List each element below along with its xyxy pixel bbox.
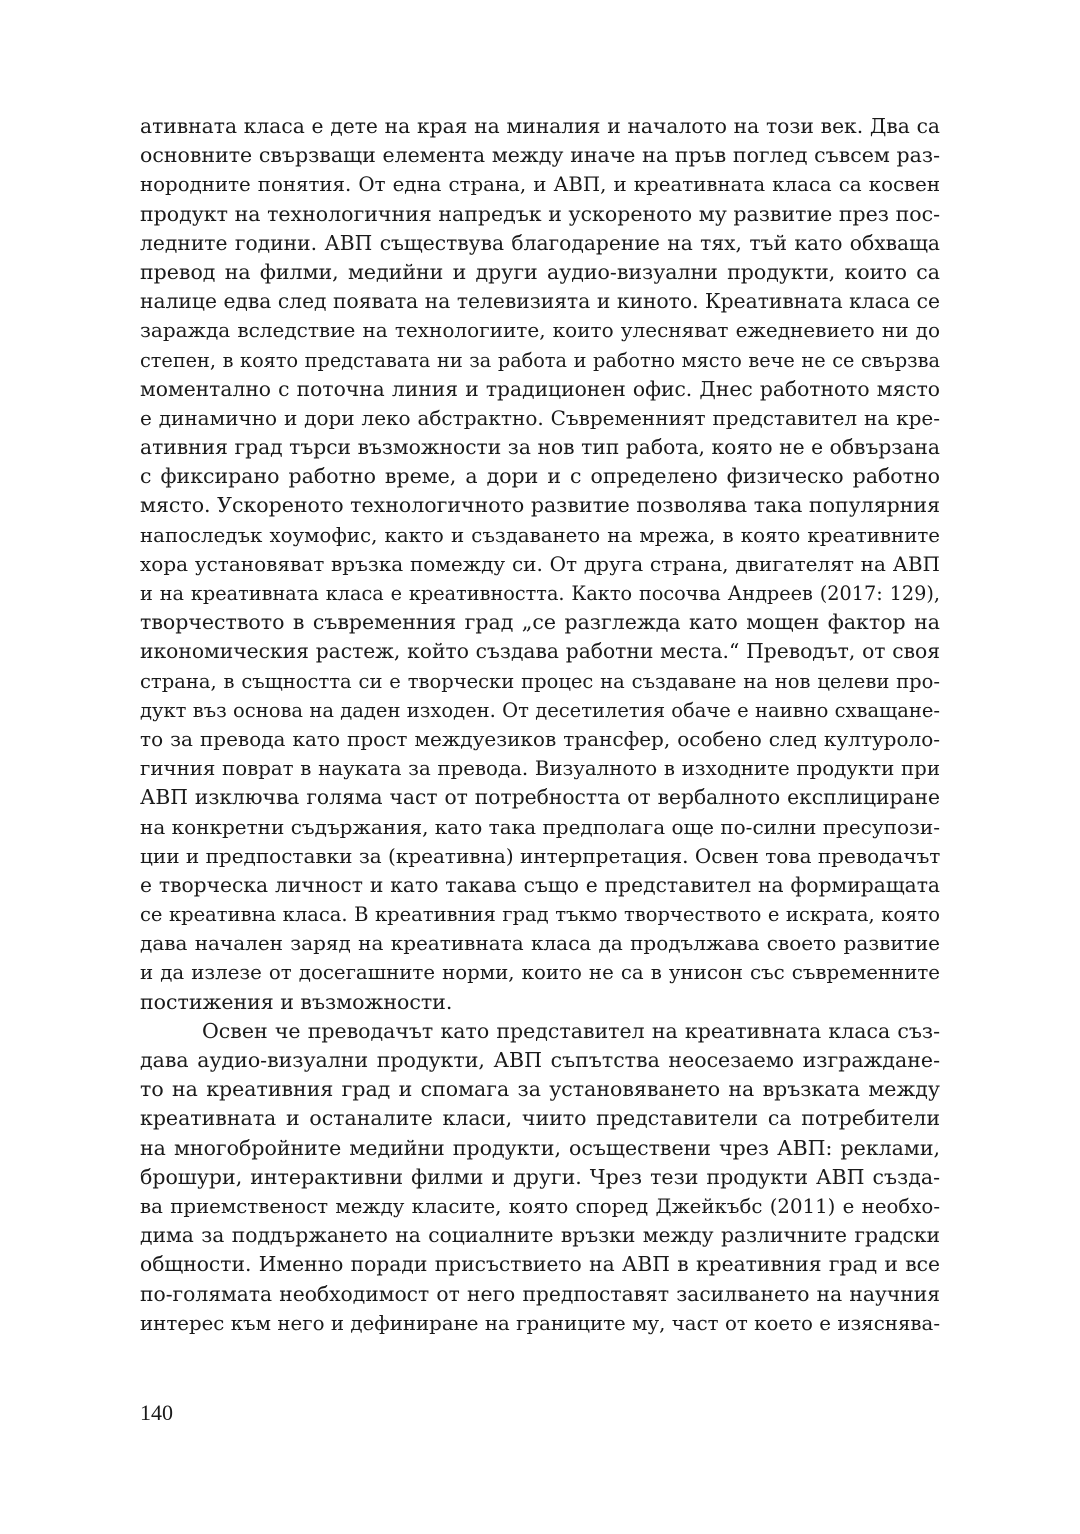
text-line: и на креативната класа е креативността. Както посочва Андреев (2017: 129), bbox=[140, 582, 940, 605]
text-line: нородните понятия. От една страна, и АВП, и креативната класа са косвен bbox=[140, 173, 940, 197]
text-line: то за превода като прост междуезиков трансфер, особено след културоло- bbox=[140, 726, 940, 751]
paragraph bbox=[140, 1017, 940, 1338]
text-line: гичния поврат в науката за превода. Визуалното в изходните продукти при bbox=[140, 757, 940, 781]
text-line: интерес към него и дефиниране на границите му, част от което е изяснява- bbox=[140, 1311, 940, 1335]
text-line: дукт въз основа на даден изходен. От десетилетия обаче е наивно схващане- bbox=[140, 698, 940, 722]
text-line: ативния град търси възможности за нов тип работа, която не е обвързана bbox=[140, 435, 940, 460]
text-line: налице едва след появата на телевизията и киното. Креативната класа се bbox=[140, 289, 940, 314]
text-line: продукт на технологичния напредък и ускореното му развитие през пос- bbox=[140, 201, 940, 226]
text-line: Освен че преводачът като представител на креативната класа съз- bbox=[202, 1018, 940, 1043]
text-line: ции и предпоставки за (креативна) интерпретация. Освен това преводачът bbox=[140, 843, 940, 868]
text-line: общности. Именно поради присъствието на АВП в креативния град и все bbox=[140, 1252, 940, 1277]
text-line: АВП изключва голяма част от потребността от вербалното експлициране bbox=[140, 785, 940, 810]
text-line: по-голямата необходимост от него предпоставят засилването на научния bbox=[140, 1281, 940, 1306]
text-line: ледните години. АВП съществува благодарение на тях, тъй като обхваща bbox=[140, 230, 940, 255]
text-line: с фиксирано работно време, а дори и с определено физическо работно bbox=[140, 464, 940, 489]
text-line: е творческа личност и като такава също е представител на формиращата bbox=[140, 872, 940, 897]
text-line: напоследък хоумофис, както и създаването на мрежа, в която креативните bbox=[140, 523, 940, 547]
text-line: на конкретни съдържания, като така предполага още по-силни пресупози- bbox=[140, 814, 940, 839]
text-line: страна, в същността си е творчески процес на създаване на нов целеви про- bbox=[140, 669, 940, 693]
text-line: ва приемственост между класите, която според Джейкъбс (2011) е необхо- bbox=[140, 1194, 940, 1218]
text-line: и да излезе от досегашните норми, които не са в унисон със съвременните bbox=[140, 961, 940, 985]
page-number: 140 bbox=[140, 1400, 173, 1425]
text-line: ативната класа е дете на края на миналия и началото на този век. Два са bbox=[140, 114, 940, 138]
text-line: превод на филми, медийни и други аудио-визуални продукти, които са bbox=[140, 259, 940, 284]
text-line: креативната и останалите класи, чиито представители са потребители bbox=[140, 1106, 940, 1131]
text-line: то на креативния град и спомага за установяването на връзката между bbox=[140, 1077, 940, 1102]
text-line: моментално с поточна линия и традиционен офис. Днес работното място bbox=[140, 376, 940, 401]
text-line: основните свързващи елемента между иначе на пръв поглед съвсем раз- bbox=[140, 143, 940, 168]
text-line: постижения и възможности. bbox=[140, 989, 453, 1014]
body-text bbox=[140, 112, 940, 1338]
text-line: степен, в която представата ни за работа и работно място вече не се свързва bbox=[140, 348, 940, 372]
text-line: дима за поддържането на социалните връзки между различните градски bbox=[140, 1223, 940, 1248]
text-line: е динамично и дори леко абстрактно. Съвременният представител на кре- bbox=[140, 405, 940, 430]
text-line: брошури, интерактивни филми и други. Чрез тези продукти АВП създа- bbox=[140, 1164, 940, 1189]
text-line: хора установяват връзка помежду си. От друга страна, двигателят на АВП bbox=[140, 551, 940, 576]
text-line: на многобройните медийни продукти, осъществени чрез АВП: реклами, bbox=[140, 1135, 940, 1160]
text-line: икономическия растеж, който създава работни места.“ Преводът, от своя bbox=[140, 639, 940, 664]
text-line: дава аудио-визуални продукти, АВП съпътства неосезаемо изграждане- bbox=[140, 1048, 940, 1072]
text-line: се креативна класа. В креативния град тъкмо творчеството е искрата, която bbox=[140, 903, 940, 927]
paragraph bbox=[140, 112, 940, 1017]
text-line: заражда вследствие на технологиите, които улесняват ежедневието ни до bbox=[140, 318, 940, 343]
text-line: място. Ускореното технологичното развитие позволява така популярния bbox=[140, 493, 940, 518]
text-line: дава начален заряд на креативната класа да продължава своето развитие bbox=[140, 931, 940, 956]
text-line: творчеството в съвременния град „се разглежда като мощен фактор на bbox=[140, 610, 940, 635]
